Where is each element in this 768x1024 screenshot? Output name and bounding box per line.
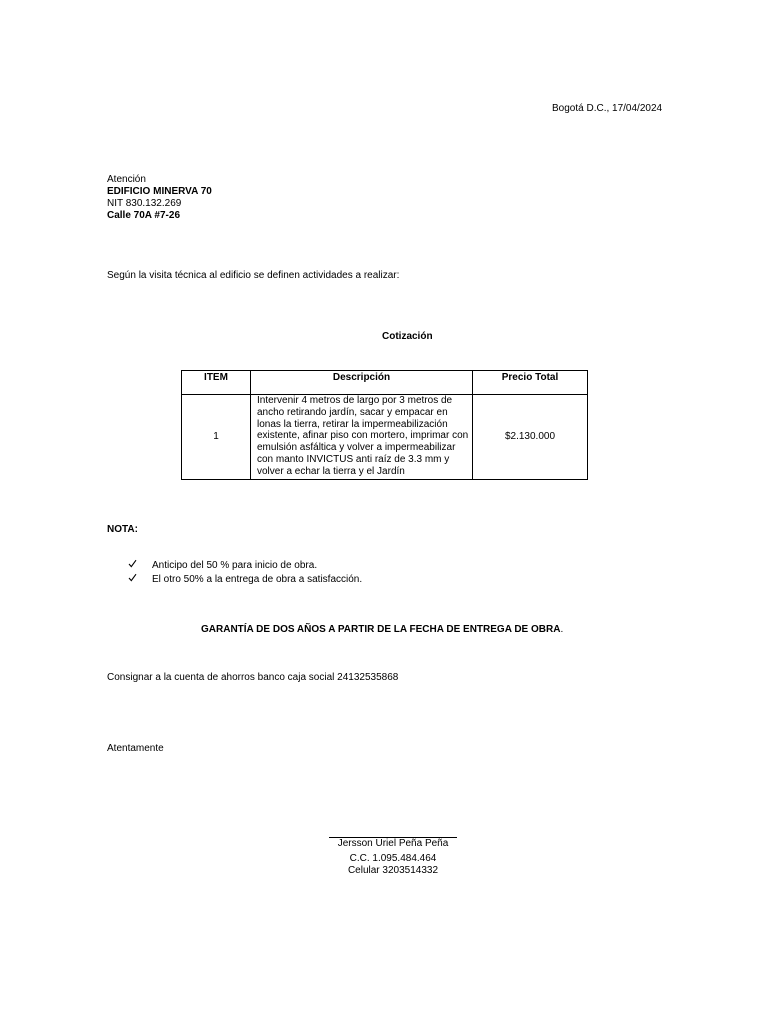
quote-table <box>181 370 588 480</box>
row-description: Intervenir 4 metros de largo por 3 metros de ancho retirando jardín, sacar y empacar en lonas la tierra, retirar la impermeabilización existente, afinar piso con mortero, imprimar con emulsión asfáltica y volver a impermeabilizar con manto INVICTUS anti raíz de 3.3 mm y volver a echar la tierra y el Jardín <box>251 395 473 480</box>
note-text: El otro 50% a la entrega de obra a satisfacción. <box>152 574 363 585</box>
quote-title: Cotización <box>382 331 433 342</box>
note-text: Anticipo del 50 % para inicio de obra. <box>152 560 318 571</box>
recipient-name: EDIFICIO MINERVA 70 <box>107 186 212 197</box>
guarantee-period: . <box>560 624 564 635</box>
signer-phone: Celular 3203514332 <box>347 865 439 876</box>
table-row <box>182 395 588 480</box>
signer-name: Jersson Uriel Peña Peña <box>337 838 449 849</box>
attention-label: Atención <box>107 174 146 185</box>
intro-text: Según la visita técnica al edificio se definen actividades a realizar: <box>107 270 400 281</box>
column-header-description: Descripción <box>251 371 473 395</box>
check-icon <box>128 573 144 586</box>
note-title: NOTA: <box>107 524 138 535</box>
closing-text: Atentamente <box>107 743 164 754</box>
row-price: $2.130.000 <box>473 395 588 480</box>
signer-id: C.C. 1.095.484.464 <box>349 853 437 864</box>
quote-header-row <box>182 371 588 395</box>
recipient-address: Calle 70A #7-26 <box>107 210 181 221</box>
place-date: Bogotá D.C., 17/04/2024 <box>552 103 663 114</box>
guarantee-statement <box>201 624 563 636</box>
column-header-price: Precio Total <box>473 371 588 395</box>
payment-instructions: Consignar a la cuenta de ahorros banco caja social 24132535868 <box>107 672 399 683</box>
check-icon <box>128 559 144 572</box>
row-item: 1 <box>182 395 251 480</box>
recipient-nit: NIT 830.132.269 <box>107 198 182 209</box>
guarantee-text: GARANTÍA DE DOS AÑOS A PARTIR DE LA FECHA DE ENTREGA DE OBRA <box>201 624 561 635</box>
column-header-item: ITEM <box>182 371 251 395</box>
